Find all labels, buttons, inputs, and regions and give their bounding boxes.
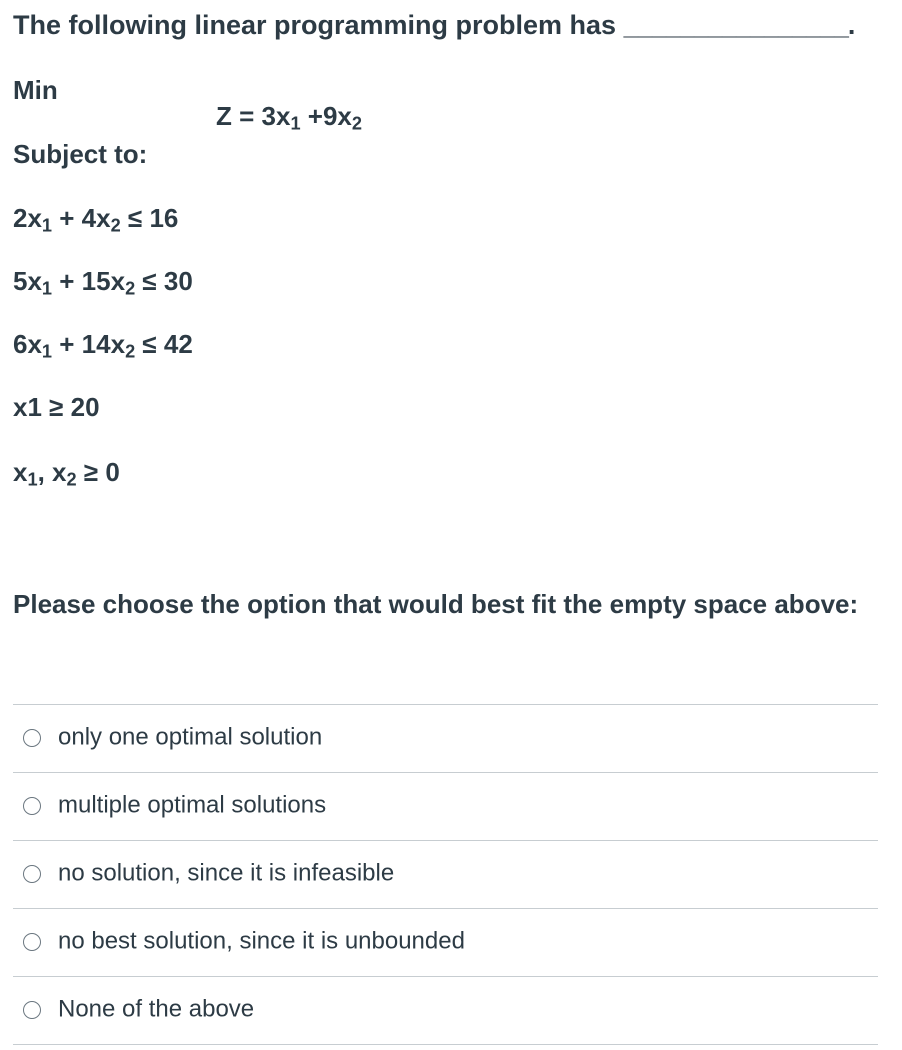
answer-option-1[interactable] xyxy=(13,705,878,773)
objective-function xyxy=(216,101,363,134)
constraint-1-sub2: 2 xyxy=(110,215,121,236)
constraint-5-sub2: 2 xyxy=(66,469,77,490)
constraint-5-sub1: 1 xyxy=(27,469,38,490)
constraint-2-term-a: 5x xyxy=(13,266,42,296)
constraint-2-sub1: 1 xyxy=(41,278,53,299)
answer-option-5[interactable] xyxy=(13,977,878,1045)
objective-sub2: 2 xyxy=(351,113,363,134)
nonnegativity-constraint xyxy=(13,457,120,490)
constraint-3 xyxy=(13,329,193,362)
objective-lhs: Z = 3x xyxy=(216,101,291,131)
constraint-2-term-b: + 15x xyxy=(52,266,126,296)
answer-option-2[interactable] xyxy=(13,773,878,841)
radio-button[interactable] xyxy=(23,797,41,815)
answer-option-label[interactable]: only one optimal solution xyxy=(58,722,323,750)
constraint-2-rhs: ≤ 30 xyxy=(135,266,193,296)
constraint-2 xyxy=(13,266,193,299)
constraint-1 xyxy=(13,203,179,236)
radio-button[interactable] xyxy=(23,933,41,951)
answer-options xyxy=(13,704,878,1045)
answer-blank: ________________. xyxy=(623,10,855,40)
answer-option-4[interactable] xyxy=(13,909,878,977)
question-prompt-text: The following linear programming problem has xyxy=(13,10,617,40)
objective-mid: +9x xyxy=(300,101,352,131)
constraint-5-rhs: ≥ 0 xyxy=(76,457,120,487)
constraint-4: x1 ≥ 20 xyxy=(13,392,100,422)
answer-option-label[interactable]: no best solution, since it is unbounded xyxy=(58,926,465,954)
constraint-3-term-a: 6x xyxy=(13,329,42,359)
constraint-3-term-b: + 14x xyxy=(52,329,126,359)
constraint-1-term-b: + 4x xyxy=(52,203,111,233)
radio-button[interactable] xyxy=(23,1001,41,1019)
constraint-5-term-b: , x xyxy=(37,457,67,487)
objective-label: Min xyxy=(13,75,58,105)
radio-button[interactable] xyxy=(23,865,41,883)
objective-sub1: 1 xyxy=(290,113,301,134)
constraint-2-sub2: 2 xyxy=(125,278,136,299)
constraint-1-sub1: 1 xyxy=(41,215,53,236)
answer-option-label[interactable]: multiple optimal solutions xyxy=(58,790,327,818)
subject-to-label: Subject to: xyxy=(13,139,148,169)
answer-option-label[interactable]: no solution, since it is infeasible xyxy=(58,858,395,886)
constraint-3-sub2: 2 xyxy=(125,341,136,362)
radio-button[interactable] xyxy=(23,729,41,747)
constraint-1-term-a: 2x xyxy=(13,203,42,233)
answer-option-label[interactable]: None of the above xyxy=(58,994,255,1022)
instruction-text: Please choose the option that would best fit the empty space above: xyxy=(13,589,859,619)
answer-option-3[interactable] xyxy=(13,841,878,909)
question-prompt xyxy=(13,12,854,39)
constraint-3-rhs: ≤ 42 xyxy=(135,329,193,359)
constraint-1-rhs: ≤ 16 xyxy=(120,203,179,233)
constraint-5-term-a: x xyxy=(13,457,28,487)
constraint-3-sub1: 1 xyxy=(41,341,53,362)
